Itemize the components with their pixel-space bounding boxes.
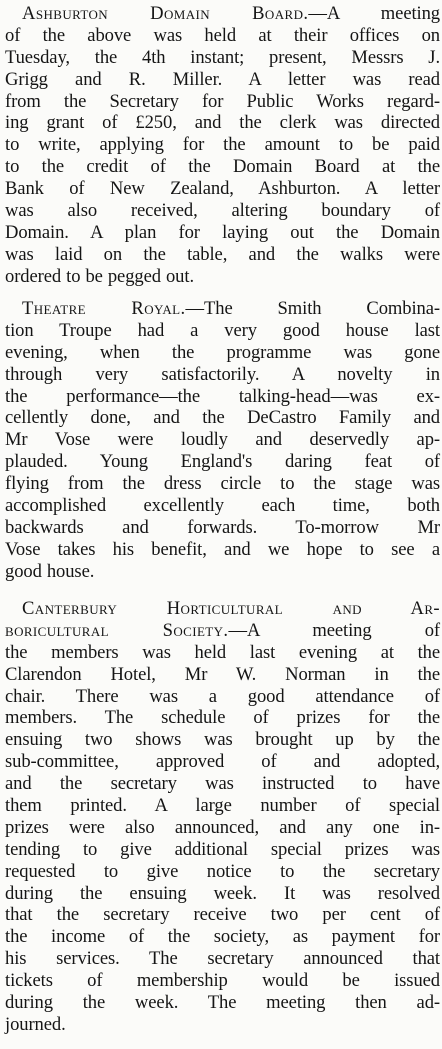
article-line: requested to give notice to the secretary xyxy=(5,860,440,882)
article-line: to write, applying for the amount to be paid xyxy=(5,134,440,156)
article-heading: Theatre Royal. xyxy=(22,298,186,319)
article-line: plauded. Young England's daring feat of xyxy=(5,451,440,473)
article-line: Bank of New Zealand, Ashburton. A letter xyxy=(5,178,440,200)
article-line: sub-committee, approved of and adopted, xyxy=(5,751,440,773)
article-line: flying from the dress circle to the stage was xyxy=(5,473,440,495)
article-heading: Ashburton Domain Board. xyxy=(22,3,309,24)
article-line: to the credit of the Domain Board at the xyxy=(5,156,440,178)
article-line: from the Secretary for Public Works regard- xyxy=(5,90,440,112)
article-line: Domain. A plan for laying out the Domain xyxy=(5,221,440,243)
article-line: the income of the society, as payment for xyxy=(5,926,440,948)
article-line: and the secretary was instructed to have xyxy=(5,773,440,795)
article-line: of the above was held at their offices on xyxy=(5,24,440,46)
article-heading: Canterbury Horticultural and Ar- xyxy=(22,598,440,619)
article-line: during the week. The meeting then ad- xyxy=(5,992,440,1014)
article-first-line xyxy=(0,620,442,642)
article-line: ing grant of £250, and the clerk was directed xyxy=(5,112,440,134)
article-text: —A meeting of xyxy=(228,619,440,641)
article-line: journed. xyxy=(5,1013,66,1035)
article-line: prizes were also announced, and any one in- xyxy=(5,816,440,838)
article-line: them printed. A large number of special xyxy=(5,795,440,817)
article-line: members. The schedule of prizes for the xyxy=(5,707,440,729)
article-line: tending to give additional special prizes was xyxy=(5,838,440,860)
article-line: Mr Vose were loudly and deservedly ap- xyxy=(5,429,440,451)
article-line: the performance—the talking-head—was ex- xyxy=(5,385,440,407)
article-line: evening, when the programme was gone xyxy=(5,341,440,363)
article-line: chair. There was a good attendance of xyxy=(5,685,440,707)
article-line: his services. The secretary announced that xyxy=(5,948,440,970)
article-line: Vose takes his benefit, and we hope to see a xyxy=(5,538,440,560)
article-line: good house. xyxy=(5,560,95,582)
article-theatre-royal xyxy=(0,298,442,583)
article-line: Clarendon Hotel, Mr W. Norman in the xyxy=(5,663,440,685)
article-line: Grigg and R. Miller. A letter was read xyxy=(5,68,440,90)
article-line: that the secretary receive two per cent of xyxy=(5,904,440,926)
article-line: was laid on the table, and the walks were xyxy=(5,243,440,265)
article-line: tion Troupe had a very good house last xyxy=(5,319,440,341)
article-line: ensuing two shows was brought up by the xyxy=(5,729,440,751)
article-line: Tuesday, the 4th instant; present, Messrs J. xyxy=(5,46,440,68)
article-canterbury-horticultural-society xyxy=(0,598,442,1036)
article-text: —The Smith Combina- xyxy=(185,298,440,319)
article-line: tickets of membership would be issued xyxy=(5,970,440,992)
article-heading-continued: boricultural Society. xyxy=(5,619,229,641)
article-first-line xyxy=(0,298,442,320)
article-line: cellently done, and the DeCastro Family and xyxy=(5,407,440,429)
article-text: —A meeting xyxy=(308,3,440,24)
article-ashburton-domain-board xyxy=(0,3,442,288)
article-line: accomplished excellently each time, both xyxy=(5,495,440,517)
article-first-line xyxy=(0,3,442,25)
article-line: was also received, altering boundary of xyxy=(5,200,440,222)
article-line: through very satisfactorily. A novelty in xyxy=(5,363,440,385)
article-heading-line xyxy=(0,598,442,620)
article-line: during the ensuing week. It was resolved xyxy=(5,882,440,904)
article-line: the members was held last evening at the xyxy=(5,641,440,663)
article-line: ordered to be pegged out. xyxy=(5,265,194,287)
article-line: backwards and forwards. To-morrow Mr xyxy=(5,516,440,538)
